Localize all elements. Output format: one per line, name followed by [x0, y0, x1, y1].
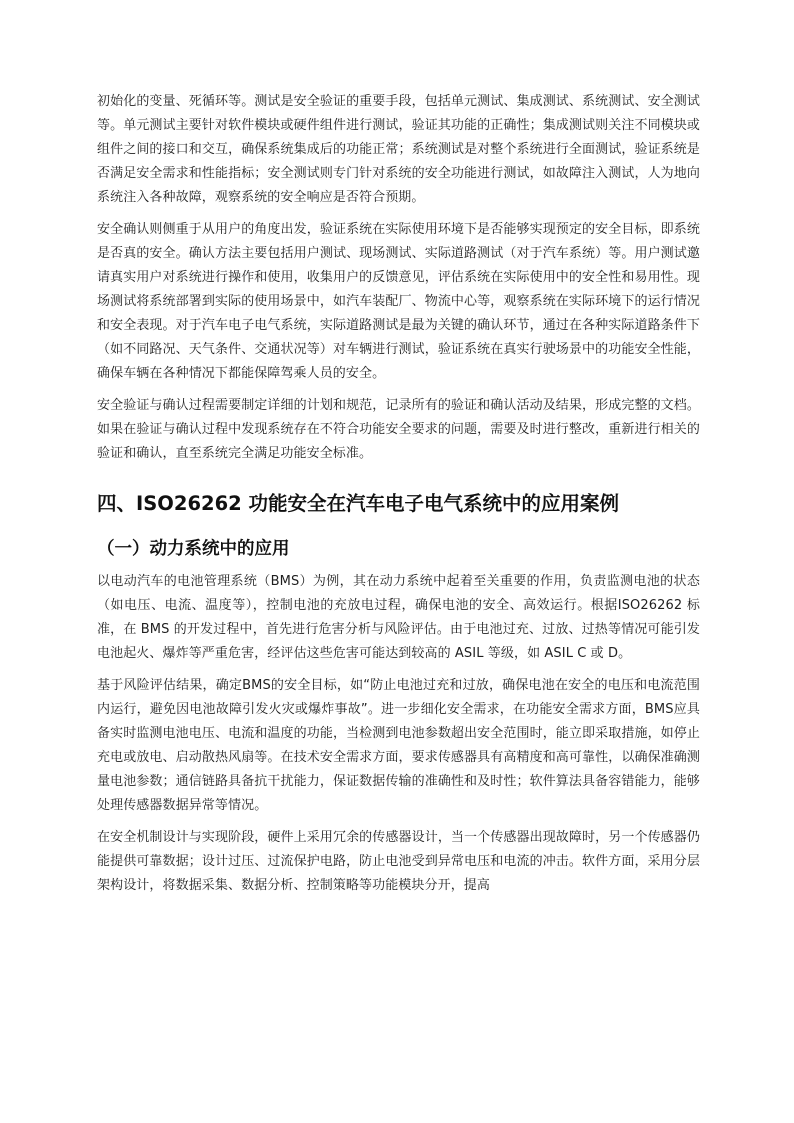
subsection-heading: （一）动力系统中的应用 [97, 539, 290, 559]
body-paragraph: 以电动汽车的电池管理系统（BMS）为例，其在动力系统中起着至关重要的作用，负责监测电池的状态（如电压、电流、温度等），控制电池的充放电过程，确保电池的安全、高效运行。根据ISO26262 标准，在 BMS 的开发过程中，首先进行危害分析与风险评估。由于电池过充、过放、过热等情况可能引发电池起火、爆炸等严重危害，经评估这些危害可能达到较高的 ASIL 等级，如 ASIL C 或 D。 [97, 574, 700, 661]
body-paragraph: 基于风险评估结果，确定BMS的安全目标，如“防止电池过充和过放，确保电池在安全的电压和电流范围内运行，避免因电池故障引发火灾或爆炸事故”。进一步细化安全需求，在功能安全需求方面，BMS应具备实时监测电池电压、电流和温度的功能，当检测到电池参数超出安全范围时，能立即采取措施，如停止充电或放电、启动散热风扇等。在技术安全需求方面，要求传感器具有高精度和高可靠性，以确保准确测量电池参数；通信链路具备抗干扰能力，保证数据传输的准确性和及时性；软件算法具备容错能力，能够处理传感器数据异常等情况。 [97, 678, 700, 813]
body-paragraph: 安全验证与确认过程需要制定详细的计划和规范，记录所有的验证和确认活动及结果，形成完整的文档。如果在验证与确认过程中发现系统存在不符合功能安全要求的问题，需要及时进行整改，重新进行相关的验证和确认，直至系统完全满足功能安全标准。 [97, 398, 700, 461]
body-paragraph: 初始化的变量、死循环等。测试是安全验证的重要手段，包括单元测试、集成测试、系统测试、安全测试等。单元测试主要针对软件模块或硬件组件进行测试，验证其功能的正确性；集成测试则关注不同模块或组件之间的接口和交互，确保系统集成后的功能正常；系统测试是对整个系统进行全面测试，验证系统是否满足安全需求和性能指标；安全测试则专门针对系统的安全功能进行测试，如故障注入测试，人为地向系统注入各种故障，观察系统的安全响应是否符合预期。 [97, 94, 700, 205]
document-page [97, 90, 700, 906]
section-heading: 四、ISO26262 功能安全在汽车电子电气系统中的应用案例 [97, 492, 620, 515]
body-paragraph: 安全确认则侧重于从用户的角度出发，验证系统在实际使用环境下是否能够实现预定的安全目标，即系统是否真的安全。确认方法主要包括用户测试、现场测试、实际道路测试（对于汽车系统）等。用户测试邀请真实用户对系统进行操作和使用，收集用户的反馈意见，评估系统在实际使用中的安全性和易用性。现场测试将系统部署到实际的使用场景中，如汽车装配厂、物流中心等，观察系统在实际环境下的运行情况和安全表现。对于汽车电子电气系统，实际道路测试是最为关键的确认环节，通过在各种实际道路条件下（如不同路况、天气条件、交通状况等）对车辆进行测试，验证系统在真实行驶场景中的功能安全性能，确保车辆在各种情况下都能保障驾乘人员的安全。 [97, 222, 700, 381]
body-paragraph: 在安全机制设计与实现阶段，硬件上采用冗余的传感器设计，当一个传感器出现故障时，另一个传感器仍能提供可靠数据；设计过压、过流保护电路，防止电池受到异常电压和电流的冲击。软件方面，采用分层架构设计，将数据采集、数据分析、控制策略等功能模块分开，提高 [97, 830, 700, 893]
